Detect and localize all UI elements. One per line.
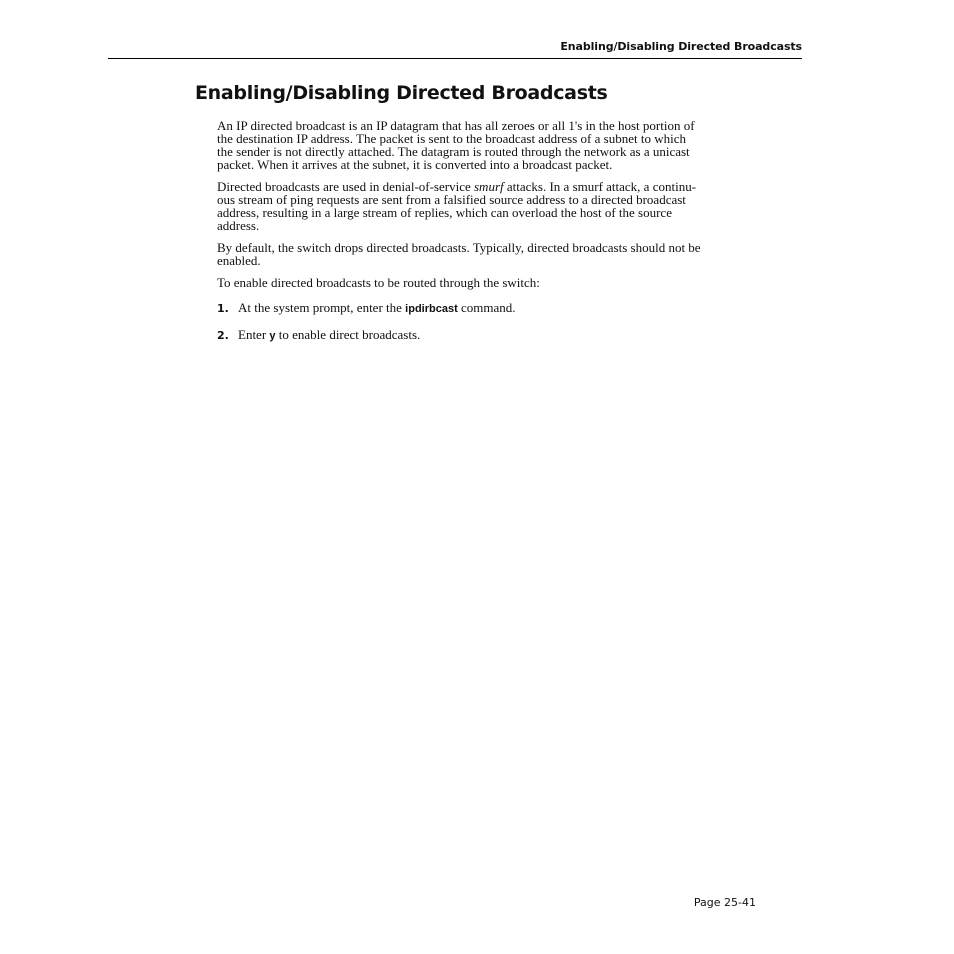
- text-line: address.: [217, 218, 260, 233]
- text-line: By default, the switch drops directed broadcasts. Typically, directed broadcasts should not be: [217, 240, 701, 255]
- procedure-steps: [217, 301, 757, 343]
- procedure-step: [217, 328, 757, 343]
- step-number: 2.: [217, 329, 229, 342]
- paragraph-default-behavior: [217, 241, 757, 267]
- text-line: To enable directed broadcasts to be routed through the switch:: [217, 275, 540, 290]
- procedure-step: [217, 301, 757, 316]
- text-line: the sender is not directly attached. The datagram is routed through the network as a unicast: [217, 144, 690, 159]
- running-header: Enabling/Disabling Directed Broadcasts: [560, 40, 802, 53]
- paragraph-smurf-attacks: [217, 180, 757, 232]
- text-line: An IP directed broadcast is an IP datagram that has all zeroes or all 1's in the host portion of: [217, 118, 695, 133]
- text-line: the destination IP address. The packet is sent to the broadcast address of a subnet to which: [217, 131, 686, 146]
- text-line: packet. When it arrives at the subnet, it is converted into a broadcast packet.: [217, 157, 613, 172]
- command-keyword: ipdirbcast: [405, 303, 458, 315]
- page-number: Page 25-41: [693, 896, 756, 909]
- text-line: ous stream of ping requests are sent from a falsified source address to a directed broadcast: [217, 192, 686, 207]
- step-text: Enter: [238, 327, 270, 342]
- text-line: address, resulting in a large stream of replies, which can overload the host of the source: [217, 205, 672, 220]
- text-segment: Directed broadcasts are used in denial-of-service: [217, 179, 474, 194]
- paragraph-directed-broadcast-definition: [217, 119, 757, 171]
- step-text: At the system prompt, enter the: [238, 300, 406, 315]
- step-text: command.: [457, 300, 516, 315]
- body-text: [217, 119, 757, 355]
- step-text: to enable direct broadcasts.: [275, 327, 421, 342]
- emphasis-smurf: smurf: [474, 179, 504, 194]
- paragraph-procedure-intro: [217, 276, 757, 289]
- section-title: Enabling/Disabling Directed Broadcasts: [195, 82, 608, 104]
- header-divider: [108, 58, 802, 59]
- command-keyword: y: [269, 330, 276, 342]
- text-segment: attacks. In a smurf attack, a continu-: [503, 179, 697, 194]
- step-number: 1.: [217, 302, 229, 315]
- text-line: enabled.: [217, 253, 261, 268]
